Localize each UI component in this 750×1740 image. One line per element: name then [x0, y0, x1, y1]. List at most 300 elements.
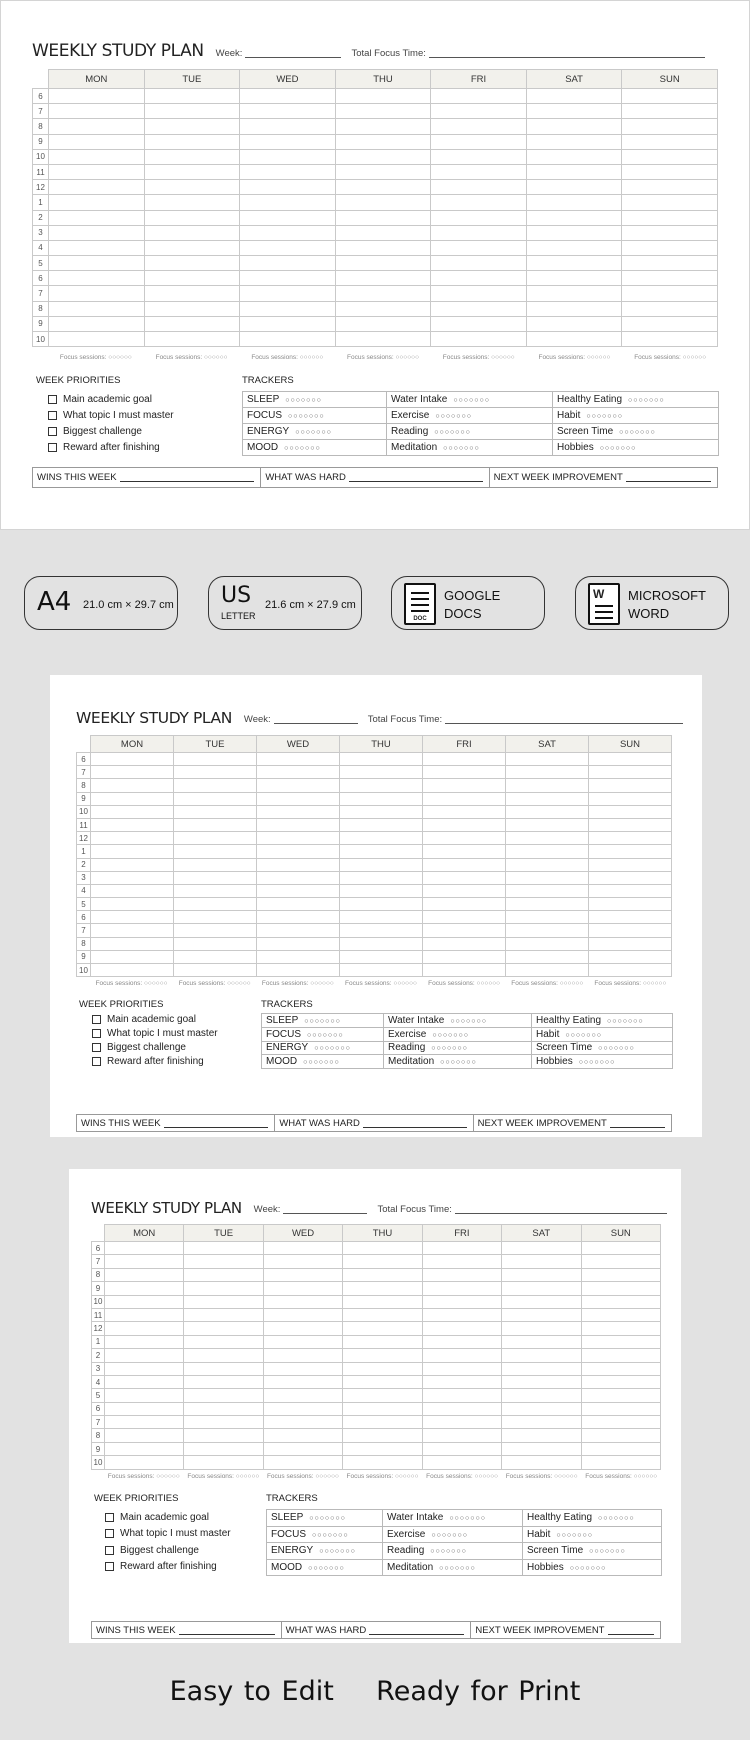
schedule-cell[interactable] [91, 792, 174, 805]
schedule-cell[interactable] [622, 89, 718, 104]
schedule-cell[interactable] [622, 286, 718, 301]
schedule-cell[interactable] [506, 779, 589, 792]
schedule-cell[interactable] [431, 149, 527, 164]
schedule-cell[interactable] [174, 766, 257, 779]
schedule-cell[interactable] [340, 911, 423, 924]
reflection-line[interactable] [120, 481, 255, 482]
schedule-cell[interactable] [174, 753, 257, 766]
schedule-cell[interactable] [91, 818, 174, 831]
schedule-cell[interactable] [263, 1282, 342, 1295]
schedule-cell[interactable] [581, 1268, 660, 1281]
schedule-cell[interactable] [589, 818, 672, 831]
schedule-cell[interactable] [526, 301, 622, 316]
schedule-cell[interactable] [343, 1402, 422, 1415]
schedule-cell[interactable] [174, 964, 257, 977]
schedule-cell[interactable] [174, 845, 257, 858]
schedule-cell[interactable] [91, 911, 174, 924]
schedule-cell[interactable] [423, 832, 506, 845]
focus-time-input-line[interactable] [429, 57, 705, 58]
schedule-cell[interactable] [91, 884, 174, 897]
schedule-cell[interactable] [343, 1349, 422, 1362]
schedule-cell[interactable] [184, 1242, 263, 1255]
schedule-cell[interactable] [263, 1416, 342, 1429]
schedule-cell[interactable] [589, 964, 672, 977]
schedule-cell[interactable] [240, 240, 336, 255]
schedule-cell[interactable] [340, 832, 423, 845]
schedule-cell[interactable] [240, 180, 336, 195]
schedule-cell[interactable] [506, 766, 589, 779]
schedule-cell[interactable] [335, 134, 431, 149]
schedule-cell[interactable] [49, 271, 145, 286]
priority-item[interactable] [48, 439, 174, 455]
schedule-cell[interactable] [240, 134, 336, 149]
schedule-cell[interactable] [422, 1416, 501, 1429]
schedule-cell[interactable] [240, 104, 336, 119]
week-input-line[interactable] [274, 723, 358, 724]
schedule-cell[interactable] [622, 119, 718, 134]
schedule-cell[interactable] [144, 180, 240, 195]
schedule-cell[interactable] [240, 210, 336, 225]
schedule-cell[interactable] [340, 845, 423, 858]
schedule-cell[interactable] [144, 164, 240, 179]
schedule-cell[interactable] [423, 924, 506, 937]
schedule-cell[interactable] [431, 225, 527, 240]
schedule-cell[interactable] [581, 1308, 660, 1321]
schedule-cell[interactable] [589, 924, 672, 937]
schedule-cell[interactable] [49, 240, 145, 255]
schedule-cell[interactable] [581, 1442, 660, 1455]
schedule-cell[interactable] [91, 845, 174, 858]
schedule-cell[interactable] [263, 1429, 342, 1442]
schedule-cell[interactable] [581, 1389, 660, 1402]
schedule-cell[interactable] [240, 149, 336, 164]
schedule-cell[interactable] [506, 858, 589, 871]
schedule-cell[interactable] [49, 180, 145, 195]
schedule-cell[interactable] [423, 937, 506, 950]
tracker-cell[interactable] [243, 408, 387, 424]
schedule-cell[interactable] [622, 240, 718, 255]
tracker-cell[interactable] [523, 1543, 662, 1560]
reflection-line[interactable] [369, 1634, 464, 1635]
schedule-cell[interactable] [105, 1295, 184, 1308]
checkbox[interactable] [48, 411, 57, 420]
week-input-line[interactable] [245, 57, 341, 58]
schedule-cell[interactable] [502, 1362, 581, 1375]
checkbox[interactable] [48, 427, 57, 436]
focus-time-input-line[interactable] [445, 723, 683, 724]
checkbox[interactable] [105, 1529, 114, 1538]
schedule-cell[interactable] [335, 301, 431, 316]
schedule-cell[interactable] [422, 1362, 501, 1375]
schedule-cell[interactable] [526, 195, 622, 210]
schedule-cell[interactable] [526, 119, 622, 134]
schedule-cell[interactable] [423, 779, 506, 792]
schedule-cell[interactable] [340, 753, 423, 766]
checkbox[interactable] [48, 395, 57, 404]
schedule-cell[interactable] [174, 871, 257, 884]
schedule-cell[interactable] [622, 164, 718, 179]
schedule-cell[interactable] [105, 1308, 184, 1321]
schedule-cell[interactable] [340, 779, 423, 792]
reflection-line[interactable] [363, 1127, 467, 1128]
schedule-cell[interactable] [340, 924, 423, 937]
schedule-cell[interactable] [431, 119, 527, 134]
tracker-cell[interactable] [267, 1526, 383, 1543]
schedule-cell[interactable] [174, 911, 257, 924]
schedule-cell[interactable] [526, 271, 622, 286]
schedule-cell[interactable] [144, 271, 240, 286]
reflection-box[interactable] [474, 1115, 671, 1131]
schedule-cell[interactable] [105, 1389, 184, 1402]
focus-time-input-line[interactable] [455, 1213, 667, 1214]
schedule-cell[interactable] [526, 225, 622, 240]
reflection-box[interactable] [261, 468, 489, 487]
schedule-cell[interactable] [91, 937, 174, 950]
schedule-cell[interactable] [144, 89, 240, 104]
schedule-cell[interactable] [422, 1349, 501, 1362]
schedule-cell[interactable] [335, 271, 431, 286]
schedule-cell[interactable] [49, 332, 145, 347]
tracker-cell[interactable] [384, 1027, 532, 1041]
schedule-cell[interactable] [174, 832, 257, 845]
tracker-cell[interactable] [553, 440, 719, 456]
schedule-cell[interactable] [144, 225, 240, 240]
schedule-cell[interactable] [343, 1429, 422, 1442]
schedule-cell[interactable] [144, 210, 240, 225]
schedule-cell[interactable] [581, 1429, 660, 1442]
schedule-cell[interactable] [184, 1362, 263, 1375]
schedule-cell[interactable] [184, 1335, 263, 1348]
schedule-cell[interactable] [581, 1349, 660, 1362]
schedule-cell[interactable] [335, 149, 431, 164]
schedule-cell[interactable] [431, 316, 527, 331]
schedule-cell[interactable] [240, 286, 336, 301]
schedule-cell[interactable] [526, 256, 622, 271]
schedule-cell[interactable] [502, 1349, 581, 1362]
schedule-cell[interactable] [526, 134, 622, 149]
schedule-cell[interactable] [49, 119, 145, 134]
schedule-cell[interactable] [49, 316, 145, 331]
schedule-cell[interactable] [335, 225, 431, 240]
tracker-cell[interactable] [523, 1559, 662, 1576]
schedule-cell[interactable] [184, 1389, 263, 1402]
week-input-line[interactable] [283, 1213, 367, 1214]
schedule-cell[interactable] [502, 1389, 581, 1402]
schedule-cell[interactable] [423, 964, 506, 977]
schedule-cell[interactable] [589, 779, 672, 792]
priority-item[interactable] [92, 1054, 218, 1068]
schedule-cell[interactable] [144, 195, 240, 210]
schedule-cell[interactable] [431, 210, 527, 225]
tracker-cell[interactable] [383, 1559, 523, 1576]
schedule-cell[interactable] [506, 937, 589, 950]
schedule-cell[interactable] [335, 210, 431, 225]
schedule-cell[interactable] [184, 1375, 263, 1388]
schedule-cell[interactable] [506, 911, 589, 924]
schedule-cell[interactable] [423, 911, 506, 924]
schedule-cell[interactable] [589, 898, 672, 911]
schedule-cell[interactable] [422, 1308, 501, 1321]
schedule-cell[interactable] [589, 832, 672, 845]
tracker-cell[interactable] [387, 408, 553, 424]
schedule-cell[interactable] [526, 164, 622, 179]
schedule-cell[interactable] [622, 271, 718, 286]
schedule-cell[interactable] [184, 1295, 263, 1308]
tracker-cell[interactable] [243, 440, 387, 456]
schedule-cell[interactable] [263, 1349, 342, 1362]
schedule-cell[interactable] [184, 1268, 263, 1281]
schedule-cell[interactable] [240, 316, 336, 331]
schedule-cell[interactable] [91, 858, 174, 871]
priority-item[interactable] [105, 1542, 231, 1559]
tracker-cell[interactable] [532, 1055, 673, 1069]
schedule-cell[interactable] [105, 1402, 184, 1415]
schedule-cell[interactable] [257, 858, 340, 871]
priority-item[interactable] [105, 1526, 231, 1543]
schedule-cell[interactable] [105, 1242, 184, 1255]
schedule-cell[interactable] [184, 1456, 263, 1469]
schedule-cell[interactable] [506, 753, 589, 766]
checkbox[interactable] [105, 1546, 114, 1555]
schedule-cell[interactable] [263, 1402, 342, 1415]
schedule-cell[interactable] [184, 1402, 263, 1415]
schedule-cell[interactable] [502, 1416, 581, 1429]
schedule-cell[interactable] [257, 924, 340, 937]
schedule-cell[interactable] [423, 753, 506, 766]
schedule-cell[interactable] [343, 1308, 422, 1321]
schedule-cell[interactable] [240, 256, 336, 271]
checkbox[interactable] [92, 1057, 101, 1066]
schedule-cell[interactable] [174, 779, 257, 792]
schedule-cell[interactable] [144, 119, 240, 134]
schedule-cell[interactable] [589, 950, 672, 963]
schedule-cell[interactable] [340, 950, 423, 963]
schedule-cell[interactable] [174, 805, 257, 818]
schedule-cell[interactable] [340, 766, 423, 779]
schedule-cell[interactable] [343, 1295, 422, 1308]
priority-item[interactable] [92, 1027, 218, 1041]
schedule-cell[interactable] [622, 256, 718, 271]
schedule-cell[interactable] [240, 119, 336, 134]
schedule-cell[interactable] [506, 818, 589, 831]
schedule-cell[interactable] [340, 884, 423, 897]
schedule-cell[interactable] [91, 753, 174, 766]
schedule-cell[interactable] [431, 240, 527, 255]
checkbox[interactable] [48, 443, 57, 452]
schedule-cell[interactable] [581, 1456, 660, 1469]
schedule-cell[interactable] [257, 898, 340, 911]
schedule-cell[interactable] [335, 180, 431, 195]
reflection-box[interactable] [92, 1622, 282, 1638]
schedule-cell[interactable] [257, 911, 340, 924]
schedule-cell[interactable] [506, 871, 589, 884]
schedule-cell[interactable] [581, 1242, 660, 1255]
checkbox[interactable] [92, 1015, 101, 1024]
schedule-cell[interactable] [422, 1456, 501, 1469]
schedule-cell[interactable] [174, 937, 257, 950]
schedule-cell[interactable] [422, 1295, 501, 1308]
checkbox[interactable] [105, 1562, 114, 1571]
tracker-cell[interactable] [523, 1510, 662, 1527]
schedule-cell[interactable] [144, 332, 240, 347]
schedule-cell[interactable] [422, 1268, 501, 1281]
schedule-cell[interactable] [257, 964, 340, 977]
schedule-cell[interactable] [263, 1389, 342, 1402]
schedule-cell[interactable] [422, 1375, 501, 1388]
schedule-cell[interactable] [431, 286, 527, 301]
schedule-cell[interactable] [502, 1442, 581, 1455]
schedule-cell[interactable] [423, 871, 506, 884]
schedule-cell[interactable] [91, 964, 174, 977]
schedule-cell[interactable] [49, 149, 145, 164]
schedule-cell[interactable] [502, 1282, 581, 1295]
schedule-cell[interactable] [340, 937, 423, 950]
reflection-line[interactable] [610, 1127, 665, 1128]
schedule-cell[interactable] [343, 1389, 422, 1402]
schedule-cell[interactable] [340, 792, 423, 805]
schedule-cell[interactable] [526, 210, 622, 225]
tracker-cell[interactable] [387, 424, 553, 440]
priority-item[interactable] [48, 391, 174, 407]
reflection-box[interactable] [490, 468, 717, 487]
tracker-cell[interactable] [267, 1510, 383, 1527]
schedule-cell[interactable] [257, 818, 340, 831]
schedule-cell[interactable] [526, 316, 622, 331]
schedule-cell[interactable] [240, 332, 336, 347]
schedule-cell[interactable] [431, 164, 527, 179]
schedule-cell[interactable] [257, 884, 340, 897]
schedule-cell[interactable] [526, 332, 622, 347]
schedule-cell[interactable] [174, 898, 257, 911]
schedule-cell[interactable] [240, 271, 336, 286]
schedule-cell[interactable] [91, 779, 174, 792]
schedule-cell[interactable] [431, 195, 527, 210]
schedule-cell[interactable] [502, 1375, 581, 1388]
schedule-cell[interactable] [184, 1282, 263, 1295]
schedule-cell[interactable] [105, 1349, 184, 1362]
schedule-cell[interactable] [622, 301, 718, 316]
schedule-cell[interactable] [144, 134, 240, 149]
schedule-cell[interactable] [431, 256, 527, 271]
schedule-cell[interactable] [506, 884, 589, 897]
schedule-cell[interactable] [343, 1375, 422, 1388]
schedule-cell[interactable] [431, 332, 527, 347]
schedule-cell[interactable] [49, 89, 145, 104]
tracker-cell[interactable] [262, 1027, 384, 1041]
tracker-cell[interactable] [387, 392, 553, 408]
schedule-cell[interactable] [622, 180, 718, 195]
schedule-cell[interactable] [423, 766, 506, 779]
schedule-cell[interactable] [105, 1429, 184, 1442]
schedule-cell[interactable] [105, 1416, 184, 1429]
schedule-cell[interactable] [263, 1456, 342, 1469]
schedule-cell[interactable] [343, 1335, 422, 1348]
schedule-cell[interactable] [502, 1322, 581, 1335]
schedule-cell[interactable] [581, 1375, 660, 1388]
checkbox[interactable] [92, 1029, 101, 1038]
schedule-cell[interactable] [335, 256, 431, 271]
schedule-cell[interactable] [49, 210, 145, 225]
tracker-cell[interactable] [553, 424, 719, 440]
schedule-cell[interactable] [91, 832, 174, 845]
schedule-cell[interactable] [506, 898, 589, 911]
schedule-cell[interactable] [431, 89, 527, 104]
schedule-cell[interactable] [506, 805, 589, 818]
schedule-cell[interactable] [622, 210, 718, 225]
priority-item[interactable] [105, 1559, 231, 1576]
schedule-cell[interactable] [502, 1295, 581, 1308]
schedule-cell[interactable] [335, 119, 431, 134]
schedule-cell[interactable] [343, 1322, 422, 1335]
schedule-cell[interactable] [506, 832, 589, 845]
schedule-cell[interactable] [622, 149, 718, 164]
schedule-cell[interactable] [263, 1308, 342, 1321]
schedule-cell[interactable] [343, 1255, 422, 1268]
schedule-cell[interactable] [49, 301, 145, 316]
schedule-cell[interactable] [340, 805, 423, 818]
tracker-cell[interactable] [267, 1559, 383, 1576]
schedule-cell[interactable] [335, 286, 431, 301]
schedule-cell[interactable] [589, 858, 672, 871]
tracker-cell[interactable] [384, 1041, 532, 1055]
schedule-cell[interactable] [622, 195, 718, 210]
schedule-cell[interactable] [49, 225, 145, 240]
priority-item[interactable] [92, 1041, 218, 1055]
schedule-cell[interactable] [422, 1402, 501, 1415]
tracker-cell[interactable] [262, 1014, 384, 1028]
schedule-cell[interactable] [105, 1456, 184, 1469]
schedule-cell[interactable] [49, 256, 145, 271]
schedule-cell[interactable] [340, 818, 423, 831]
schedule-cell[interactable] [622, 225, 718, 240]
schedule-cell[interactable] [263, 1255, 342, 1268]
reflection-line[interactable] [626, 481, 711, 482]
schedule-cell[interactable] [263, 1242, 342, 1255]
schedule-cell[interactable] [335, 104, 431, 119]
schedule-cell[interactable] [257, 753, 340, 766]
schedule-cell[interactable] [502, 1242, 581, 1255]
schedule-cell[interactable] [49, 134, 145, 149]
schedule-cell[interactable] [144, 301, 240, 316]
schedule-cell[interactable] [431, 301, 527, 316]
schedule-cell[interactable] [422, 1282, 501, 1295]
schedule-cell[interactable] [335, 332, 431, 347]
schedule-cell[interactable] [144, 240, 240, 255]
schedule-cell[interactable] [240, 225, 336, 240]
reflection-box[interactable] [77, 1115, 275, 1131]
reflection-box[interactable] [275, 1115, 473, 1131]
schedule-cell[interactable] [589, 753, 672, 766]
schedule-cell[interactable] [502, 1335, 581, 1348]
schedule-cell[interactable] [502, 1429, 581, 1442]
schedule-cell[interactable] [589, 871, 672, 884]
schedule-cell[interactable] [423, 792, 506, 805]
tracker-cell[interactable] [532, 1014, 673, 1028]
tracker-cell[interactable] [523, 1526, 662, 1543]
schedule-cell[interactable] [502, 1456, 581, 1469]
schedule-cell[interactable] [49, 164, 145, 179]
tracker-cell[interactable] [243, 392, 387, 408]
schedule-cell[interactable] [257, 937, 340, 950]
priority-item[interactable] [48, 423, 174, 439]
schedule-cell[interactable] [581, 1295, 660, 1308]
schedule-cell[interactable] [105, 1322, 184, 1335]
schedule-cell[interactable] [506, 845, 589, 858]
schedule-cell[interactable] [343, 1242, 422, 1255]
schedule-cell[interactable] [526, 89, 622, 104]
schedule-cell[interactable] [105, 1255, 184, 1268]
schedule-cell[interactable] [431, 104, 527, 119]
